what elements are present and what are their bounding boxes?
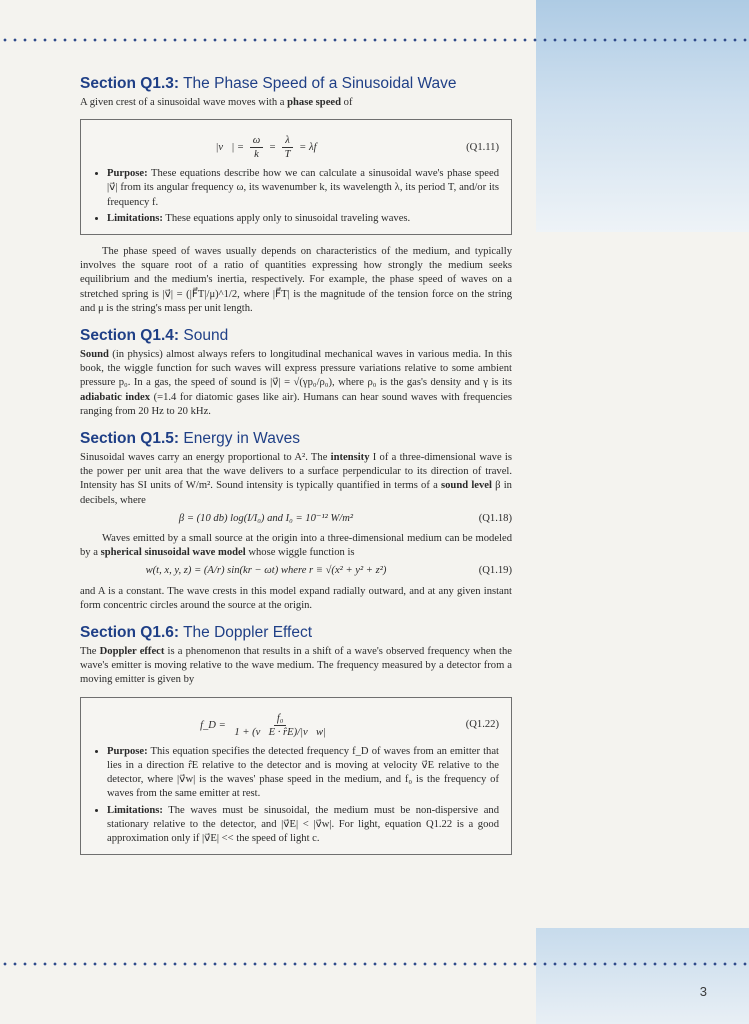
dotted-rule-bottom xyxy=(0,962,749,966)
purpose-item: • Purpose: This equation specifies the detected frequency f_D of waves from an emitter that lies in a direction r̂E relative to the detector and is moving at velocity v⃗E relative to the detector, where |v⃗w| is the waves' phase speed in the medium, and f₀ is the frequency of waves from the same emitter at rest. xyxy=(107,745,499,802)
section-q1-5-paragraph-3: and A is a constant. The wave crests in this model expand radially outward, and at any given instant form concentric circles around the source at the origin. xyxy=(80,585,512,611)
equation-q1-22: f_D = $\frac{\text{f₀}}{1 + (v⃗E \cdot r̂E)/|v⃗w|}$ xyxy=(200,712,326,738)
limitations-item: • Limitations: These equations apply only to sinusoidal traveling waves. xyxy=(107,212,499,226)
equation-number: (Q1.11) xyxy=(466,141,499,153)
section-q1-5-heading: Section Q1.5: Energy in Waves xyxy=(80,430,300,448)
equation-number: (Q1.18) xyxy=(478,512,512,524)
purpose-item: • Purpose: These equations describe how we can calculate a sinusoidal wave's phase speed |v⃗| from its angular frequency ω, its wavenumber k, its wavelength λ, its period T, and/or its frequency f. xyxy=(107,167,499,210)
equation-number: (Q1.22) xyxy=(465,719,499,731)
section-q1-3-heading: Section Q1.3: The Phase Speed of a Sinusoidal Wave xyxy=(80,75,457,92)
limitations-item: • Limitations: The waves must be sinusoidal, the medium must be non-dispersive and stationary relative to the detector, and |v⃗E| < |v⃗w|. For light, equation Q1.22 is a good approximation only if |v⃗E| << the speed of light c. xyxy=(107,804,499,847)
equation-box-q1-11 xyxy=(80,119,512,235)
section-q1-3-intro: A given crest of a sinusoidal wave moves with a phase speed of xyxy=(80,97,353,108)
equation-q1-18: β = (10 db) log(I/I₀) and I₀ = 10⁻¹² W/m² xyxy=(178,512,354,524)
section-q1-5-paragraph: Sinusoidal waves carry an energy proportional to A². The intensity I of a three-dimensional wave is the power per unit area that the wave delivers to a surface perpendicular to its direction of travel. Intensity has SI units of W/m². Sound intensity is typically quantified in terms of a sound level β in decibels, where xyxy=(80,452,512,506)
dotted-rule-top xyxy=(0,38,749,42)
section-q1-4-paragraph: Sound (in physics) almost always refers to longitudinal mechanical waves in various media. In this book, the wiggle function for such waves will express pressure variations relative to some ambient pressure p₀. In a gas, the speed of sound is |v⃗| = √(γp₀/ρ₀), where ρ₀ is the gas's density and γ is its adiabatic index (=1.4 for diatomic gases like air). Humans can hear sound waves with frequencies ranging from 20 Hz to 20 kHz. xyxy=(80,349,513,417)
section-q1-6-heading: Section Q1.6: The Doppler Effect xyxy=(80,624,313,642)
page-tab-top xyxy=(536,0,749,232)
equation-q1-19: w(t, x, y, z) = (A/r) sin(kr − ωt) where r ≡ √(x² + y² + z²) xyxy=(145,565,387,577)
section-q1-3-paragraph: The phase speed of waves usually depends on characteristics of the medium, and typically involves the square root of a ratio of quantities expressing how strongly the medium seeks equilibrium and the medium's inertia, respectively. For example, the phase speed of waves on a stretched spring is |v⃗| = (|F⃗T|/μ)^1/2, where |F⃗T| is the magnitude of the tension force on the string and μ is the string's mass per unit length. xyxy=(80,246,512,314)
page-number: 3 xyxy=(699,984,707,999)
page-content xyxy=(80,74,512,865)
equation-box-q1-22 xyxy=(80,697,512,855)
page-tab-bottom xyxy=(536,928,749,1024)
section-q1-6-paragraph: The Doppler effect is a phenomenon that results in a shift of a wave's observed frequency when the wave's emitter is moving relative to the wave medium. The frequency measured by a detector from a moving emitter is given by xyxy=(80,646,512,686)
section-q1-4-heading: Section Q1.4: Sound xyxy=(80,327,229,345)
section-q1-5-paragraph-2: Waves emitted by a small source at the origin into a three-dimensional medium can be modeled by a spherical sinusoidal wave model whose wiggle function is xyxy=(80,533,512,559)
equation-number: (Q1.19) xyxy=(478,565,512,577)
equation-q1-11: |v⃗| = $\frac{\omega}{k}$ = $\frac{\lambda}{T}$ = λf xyxy=(215,135,317,161)
